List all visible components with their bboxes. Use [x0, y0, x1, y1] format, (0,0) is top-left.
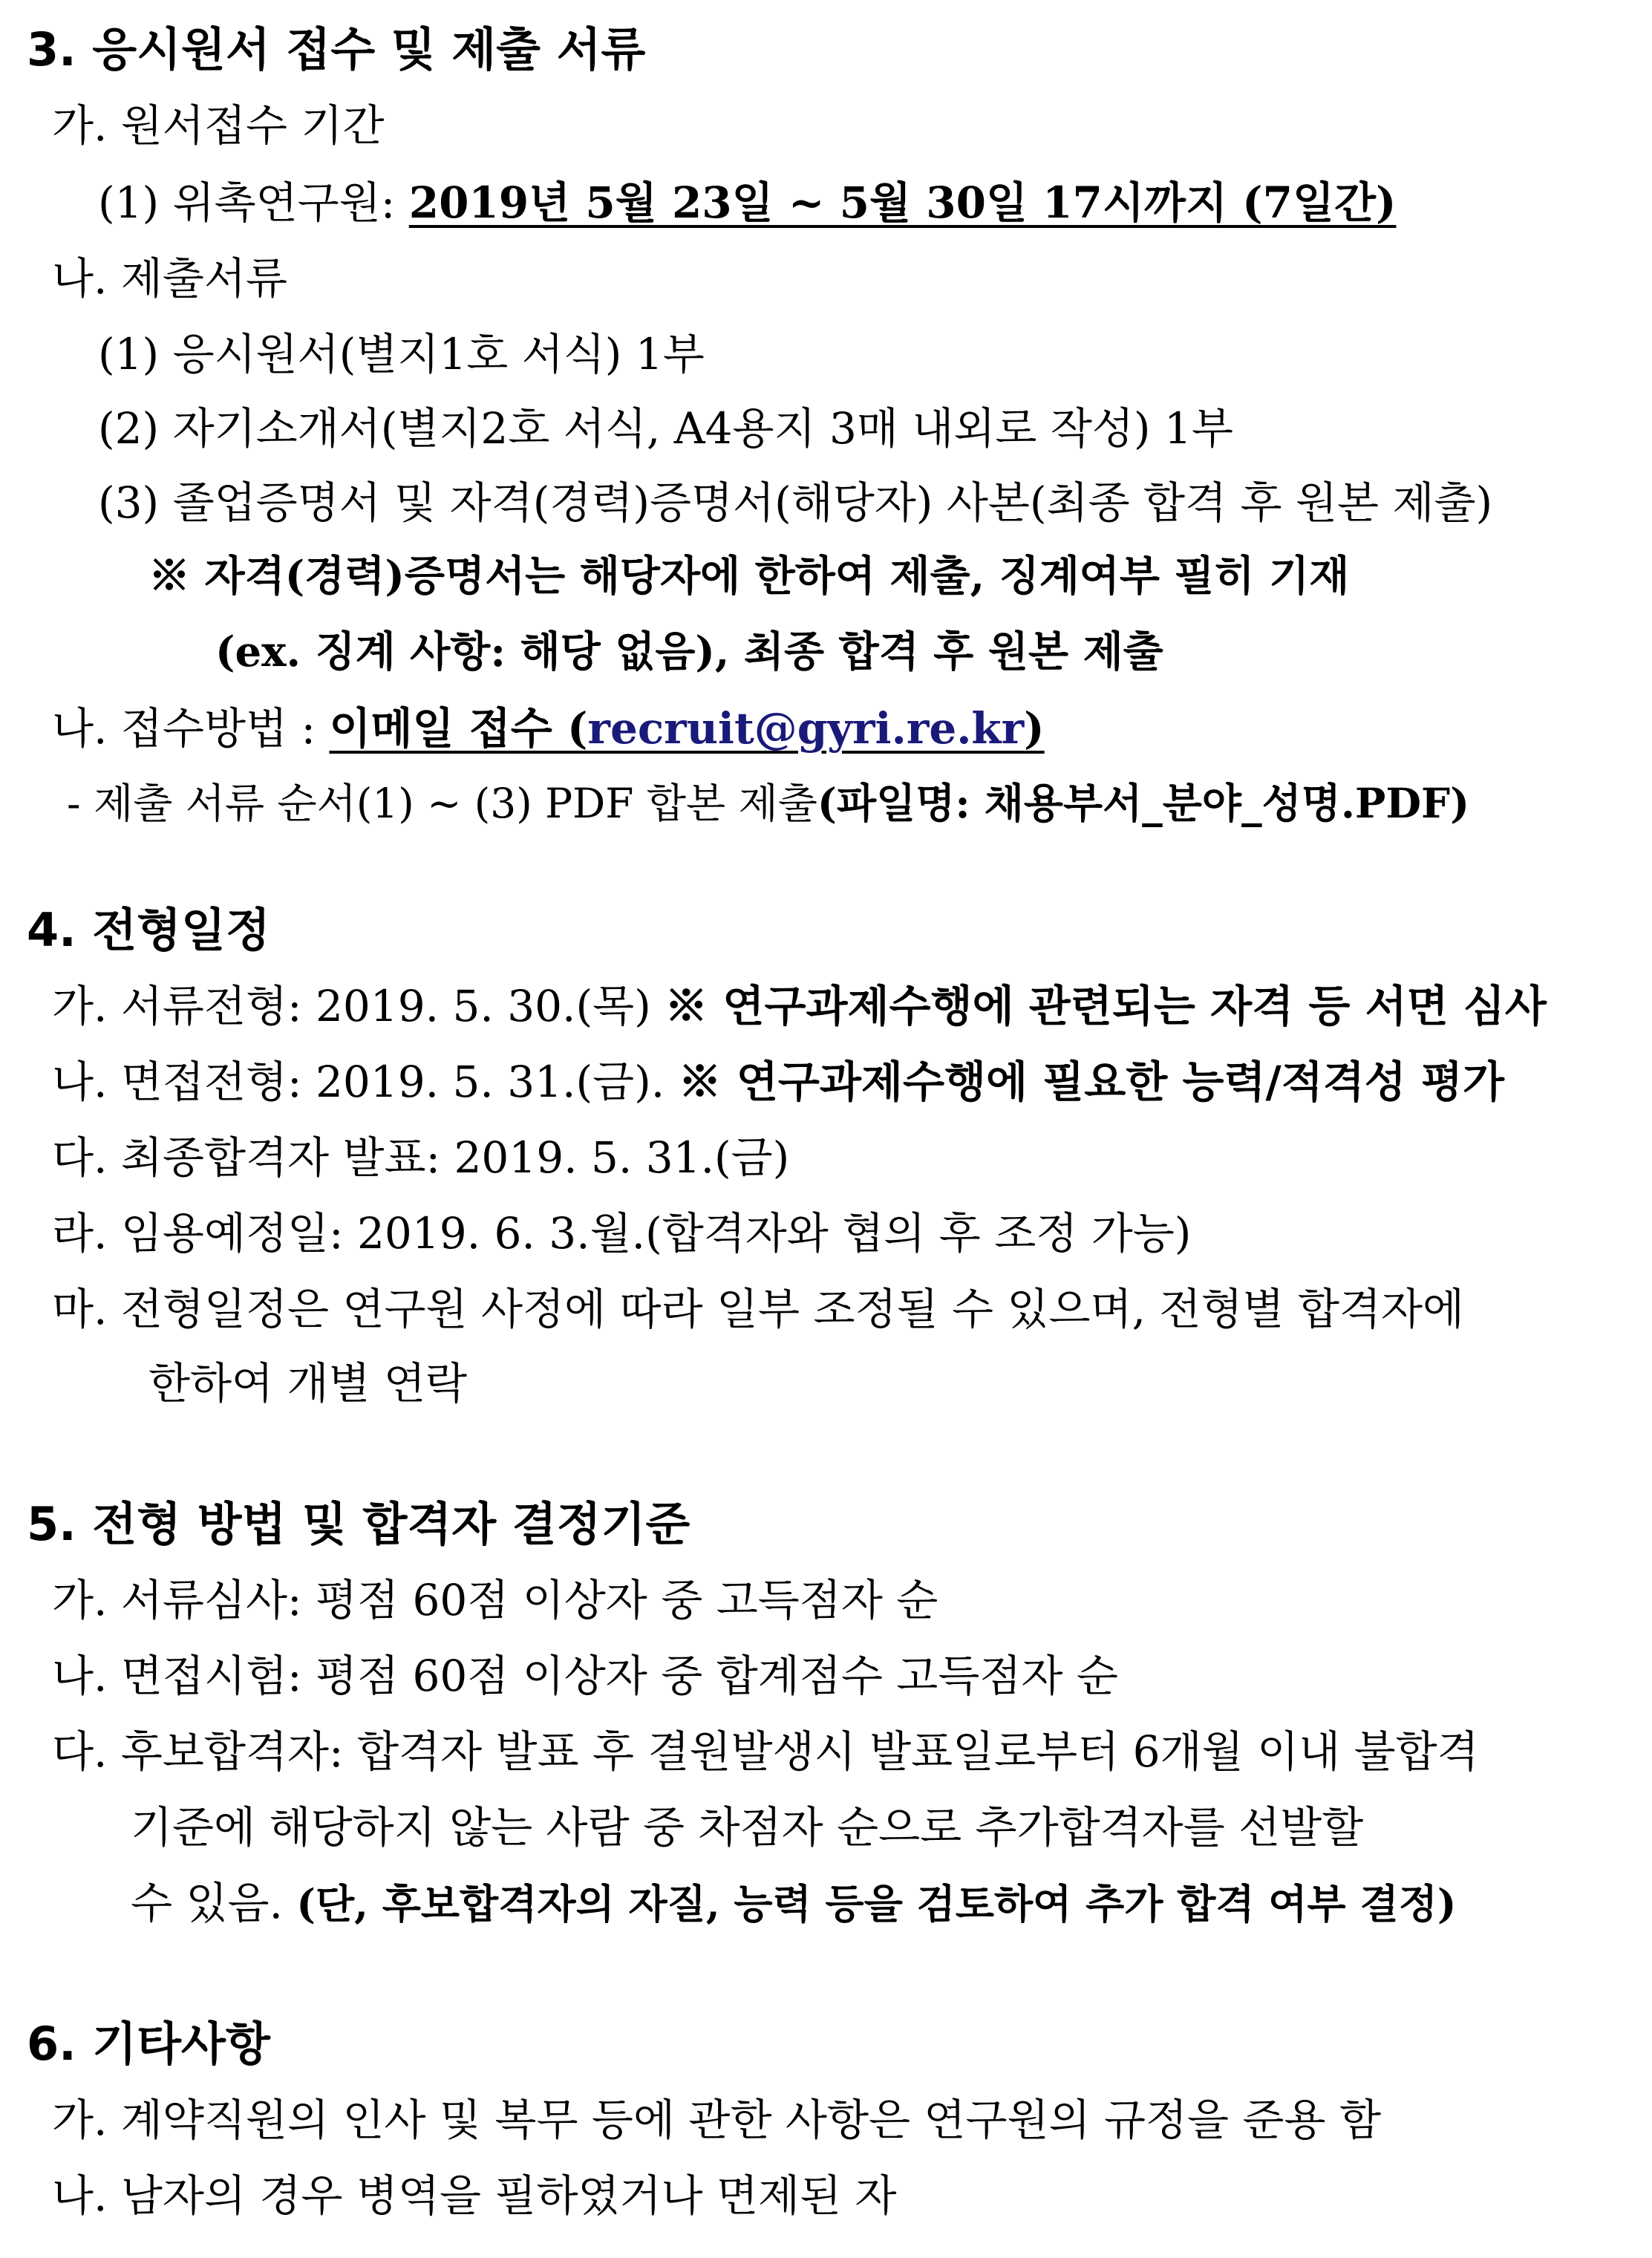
- s3-c-email-link[interactable]: recruit@gyri.re.kr: [587, 703, 1025, 754]
- section-6-heading: 6. 기타사항: [27, 2017, 270, 2071]
- s3-item-b3: [98, 477, 1626, 528]
- s5-c3-note: (단, 후보합격자의 자질, 능력 등을 검토하여 추가 합격 여부 결정): [296, 1880, 1457, 1928]
- s4-a-prefix: 가. 서류전형: 2019. 5. 30.(목): [52, 981, 665, 1031]
- section-5-heading: 5. 전형 방법 및 합격자 결정기준: [27, 1497, 690, 1551]
- s5-item-c-line3: [131, 1878, 1457, 1928]
- s3-item-a: 가. 원서접수 기간: [52, 100, 385, 151]
- s5-item-c-line1: 다. 후보합격자: 합격자 발표 후 결원발생시 발표일로부터 6개월 이내 불합격: [52, 1726, 1479, 1777]
- s3-c-method-text: 이메일 접수 (: [329, 703, 588, 754]
- s3-item-b1: (1) 응시원서(별지1호 서식) 1부: [98, 329, 705, 379]
- s4-item-b: [52, 1057, 1505, 1107]
- s3-item-c: [52, 703, 1045, 754]
- s4-a-note: ※ 연구과제수행에 관련되는 자격 등 서면 심사: [665, 981, 1547, 1031]
- s4-b-note: ※ 연구과제수행에 필요한 능력/적격성 평가: [678, 1057, 1505, 1107]
- s6-item-b: 나. 남자의 경우 병역을 필하였거나 면제된 자: [52, 2170, 897, 2221]
- s3-item-b: 나. 제출서류: [52, 253, 288, 304]
- s4-item-d: 라. 임용예정일: 2019. 6. 3.월.(합격자와 협의 후 조정 가능): [52, 1208, 1192, 1259]
- s3-c-order-file: (파일명: 채용부서_분야_성명.PDF): [817, 779, 1470, 827]
- s5-item-b: 나. 면접시험: 평점 60점 이상자 중 합계점수 고득점자 순: [52, 1651, 1118, 1701]
- s5-item-c-line2: 기준에 해당하지 않는 사람 중 차점자 순으로 추가합격자를 선발할: [131, 1802, 1364, 1853]
- s3-c-order-prefix: - 제출 서류 순서(1) ~ (3) PDF 합본 제출: [67, 780, 817, 827]
- s6-item-a: 가. 계약직원의 인사 및 복무 등에 관한 사항은 연구원의 규정을 준용 함: [52, 2095, 1382, 2145]
- s4-b-prefix: 나. 면접전형: 2019. 5. 31.(금).: [52, 1057, 679, 1107]
- s3-c-prefix: 나. 접수방법 :: [52, 703, 330, 754]
- s4-item-e-line2: 한하여 개별 연락: [148, 1358, 468, 1409]
- s3-note-2: (ex. 징계 사항: 해당 없음), 최종 합격 후 원본 제출: [215, 627, 1163, 676]
- s3-item-a1: [98, 177, 1397, 228]
- section-4-heading: 4. 전형일정: [27, 903, 270, 957]
- s4-item-a: [52, 981, 1547, 1031]
- s3-b3-text: (3) 졸업증명서 및 자격(경력)증명서(해당자) 사본(최종 합격 후 원본 제출): [98, 477, 1493, 528]
- s5-c3-prefix: 수 있음.: [131, 1878, 297, 1928]
- s4-item-c: 다. 최종합격자 발표: 2019. 5. 31.(금): [52, 1132, 790, 1183]
- section-3-heading: 3. 응시원서 접수 및 제출 서류: [27, 22, 646, 76]
- s3-item-c-order: [67, 779, 1470, 827]
- s3-c-close: ): [1024, 703, 1045, 754]
- s3-c-method: [329, 703, 1044, 754]
- s3-note-1: ※ 자격(경력)증명서는 해당자에 한하여 제출, 징계여부 필히 기재: [148, 552, 1350, 601]
- s5-item-a: 가. 서류심사: 평점 60점 이상자 중 고득점자 순: [52, 1575, 938, 1625]
- s3-a1-prefix: (1) 위촉연구원:: [98, 177, 409, 228]
- s3-a1-period: 2019년 5월 23일 ~ 5월 30일 17시까지 (7일간): [408, 177, 1397, 228]
- s3-item-b2: (2) 자기소개서(별지2호 서식, A4용지 3매 내외로 작성) 1부: [98, 403, 1233, 454]
- s4-item-e-line1: 마. 전형일정은 연구원 사정에 따라 일부 조정될 수 있으며, 전형별 합격자에: [52, 1284, 1465, 1334]
